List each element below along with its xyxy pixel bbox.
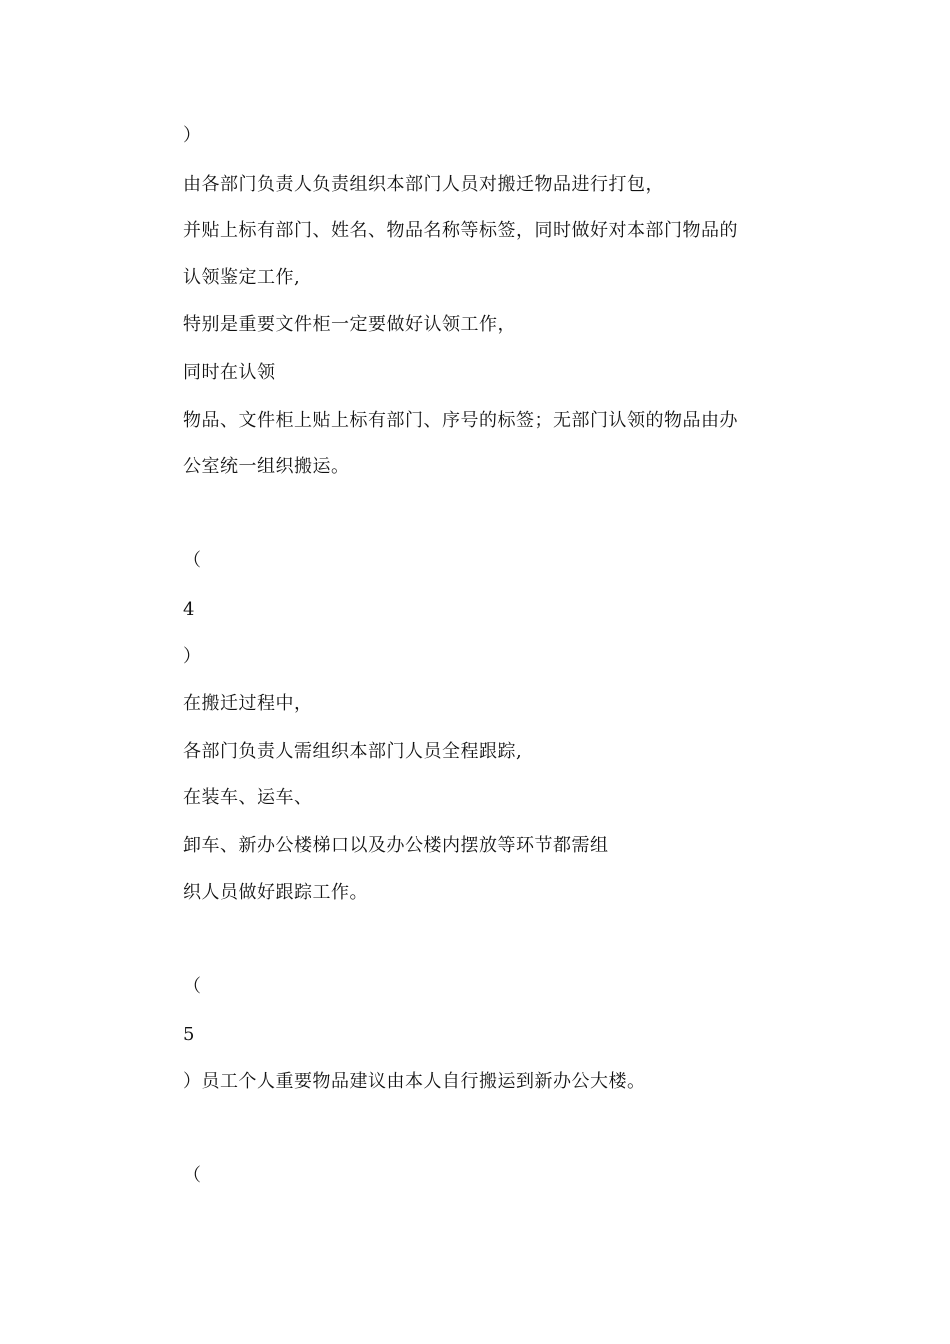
text-line: 在装车、运车、 — [183, 787, 313, 808]
text-line: 各部门负责人需组织本部门人员全程跟踪, — [183, 741, 523, 762]
text-line: （ — [183, 1165, 202, 1186]
text-line: 由各部门负责人负责组织本部门人员对搬迁物品进行打包， — [183, 174, 664, 195]
text-line: （ — [183, 976, 202, 997]
text-line: ） — [183, 125, 202, 146]
text-line: 5 — [183, 1024, 195, 1045]
text-line: （ — [183, 550, 202, 571]
text-line: 特别是重要文件柜一定要做好认领工作， — [183, 314, 516, 335]
text-line: 4 — [183, 599, 195, 620]
text-line: 织人员做好跟踪工作。 — [183, 882, 368, 903]
text-line: 同时在认领 — [183, 362, 276, 383]
text-line: 物品、文件柜上贴上标有部门、序号的标签；无部门认领的物品由办 — [183, 410, 738, 431]
text-line: 公室统一组织搬运。 — [183, 456, 350, 477]
text-line: ） — [183, 646, 202, 667]
text-line: 卸车、新办公楼梯口以及办公楼内摆放等环节都需组 — [183, 835, 609, 856]
text-line: ）员工个人重要物品建议由本人自行搬运到新办公大楼。 — [183, 1071, 646, 1092]
text-line: 认领鉴定工作, — [183, 267, 301, 288]
text-line: 并贴上标有部门、姓名、物品名称等标签，同时做好对本部门物品的 — [183, 220, 738, 241]
text-line: 在搬迁过程中， — [183, 693, 313, 714]
